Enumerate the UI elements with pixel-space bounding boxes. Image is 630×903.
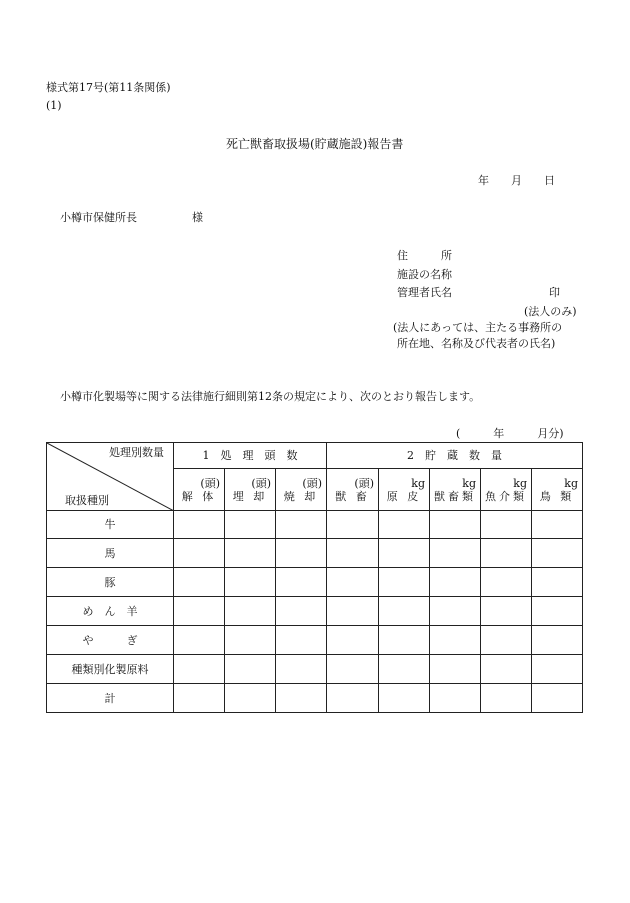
- entry-cell[interactable]: [225, 655, 276, 684]
- entry-cell[interactable]: [430, 626, 481, 655]
- row-label: や ぎ: [47, 626, 174, 655]
- entry-cell[interactable]: [481, 626, 532, 655]
- table-row: [47, 568, 583, 597]
- column-header: [481, 469, 532, 511]
- column-header: [225, 469, 276, 511]
- column-name: 魚介類: [485, 489, 527, 503]
- corner-bottom-label: 取扱種別: [65, 494, 109, 507]
- corporation-only-note: (法人のみ): [524, 305, 577, 318]
- entry-cell[interactable]: [430, 684, 481, 713]
- entry-cell[interactable]: [327, 655, 379, 684]
- entry-cell[interactable]: [225, 511, 276, 539]
- row-label: め ん 羊: [47, 597, 174, 626]
- entry-cell[interactable]: [276, 626, 327, 655]
- corporation-note-line2: 所在地、名称及び代表者の氏名): [397, 337, 556, 350]
- table-row: [47, 539, 583, 568]
- entry-cell[interactable]: [481, 511, 532, 539]
- entry-cell[interactable]: [327, 684, 379, 713]
- corporation-note-line1: (法人にあっては、主たる事務所の: [393, 321, 563, 334]
- column-header: [276, 469, 327, 511]
- entry-cell[interactable]: [276, 597, 327, 626]
- column-unit: (頭): [200, 476, 220, 490]
- group-storage-quantity: 2 貯 蔵 数 量: [327, 443, 583, 469]
- addressee: 小樽市保健所長 様: [60, 211, 203, 224]
- column-unit: kg: [513, 476, 527, 490]
- column-header: [174, 469, 225, 511]
- column-unit: (頭): [251, 476, 271, 490]
- entry-cell[interactable]: [430, 539, 481, 568]
- column-header: [430, 469, 481, 511]
- entry-cell[interactable]: [327, 539, 379, 568]
- entry-cell[interactable]: [174, 626, 225, 655]
- entry-cell[interactable]: [379, 655, 430, 684]
- group-processing-count: 1 処 理 頭 数: [174, 443, 327, 469]
- entry-cell[interactable]: [327, 597, 379, 626]
- entry-cell[interactable]: [174, 684, 225, 713]
- entry-cell[interactable]: [532, 568, 583, 597]
- sub-number: (1): [46, 99, 62, 112]
- column-name: 鳥 類: [539, 489, 575, 503]
- table-row: [47, 511, 583, 539]
- entry-cell[interactable]: [379, 568, 430, 597]
- row-label: 計: [47, 684, 174, 713]
- table-corner-cell: [47, 443, 174, 511]
- entry-cell[interactable]: [430, 655, 481, 684]
- column-name: 原 皮: [386, 489, 422, 503]
- entry-cell[interactable]: [225, 597, 276, 626]
- entry-cell[interactable]: [225, 539, 276, 568]
- address-label: 住 所: [397, 249, 452, 262]
- row-label: 種類別化製原料: [47, 655, 174, 684]
- entry-cell[interactable]: [532, 626, 583, 655]
- row-label: 牛: [47, 511, 174, 539]
- entry-cell[interactable]: [276, 684, 327, 713]
- table-row: [47, 626, 583, 655]
- entry-cell[interactable]: [481, 597, 532, 626]
- column-unit: kg: [564, 476, 578, 490]
- entry-cell[interactable]: [379, 539, 430, 568]
- manager-name-label: 管理者氏名: [397, 286, 452, 299]
- entry-cell[interactable]: [276, 511, 327, 539]
- entry-cell[interactable]: [379, 511, 430, 539]
- table-row: [47, 655, 583, 684]
- form-number: 様式第17号(第11条関係): [46, 81, 171, 94]
- column-unit: kg: [462, 476, 476, 490]
- row-label: 豚: [47, 568, 174, 597]
- entry-cell[interactable]: [174, 511, 225, 539]
- entry-cell[interactable]: [430, 597, 481, 626]
- entry-cell[interactable]: [327, 511, 379, 539]
- column-unit: (頭): [302, 476, 322, 490]
- row-label: 馬: [47, 539, 174, 568]
- report-date: 年 月 日: [478, 174, 555, 187]
- entry-cell[interactable]: [276, 655, 327, 684]
- column-name: 解 体: [181, 489, 217, 503]
- column-name: 獣 畜: [335, 489, 370, 503]
- statement-text: 小樽市化製場等に関する法律施行細則第12条の規定により、次のとおり報告します。: [60, 390, 481, 403]
- entry-cell[interactable]: [225, 684, 276, 713]
- entry-cell[interactable]: [379, 597, 430, 626]
- entry-cell[interactable]: [532, 539, 583, 568]
- column-name: 獣畜類: [434, 489, 476, 503]
- entry-cell[interactable]: [430, 568, 481, 597]
- entry-cell[interactable]: [225, 626, 276, 655]
- entry-cell[interactable]: [430, 511, 481, 539]
- entry-cell[interactable]: [532, 684, 583, 713]
- column-unit: kg: [411, 476, 425, 490]
- table-row-total: [47, 684, 583, 713]
- entry-cell[interactable]: [225, 568, 276, 597]
- entry-cell[interactable]: [174, 539, 225, 568]
- entry-cell[interactable]: [174, 597, 225, 626]
- document-title: 死亡獣畜取扱場(貯蔵施設)報告書: [226, 137, 404, 151]
- entry-cell[interactable]: [481, 539, 532, 568]
- table-header-row-1: [47, 443, 583, 469]
- entry-cell[interactable]: [276, 568, 327, 597]
- entry-cell[interactable]: [174, 655, 225, 684]
- corner-top-label: 処理別数量: [109, 446, 164, 459]
- column-name: 埋 却: [232, 489, 268, 503]
- entry-cell[interactable]: [327, 568, 379, 597]
- facility-name-label: 施設の名称: [397, 268, 452, 281]
- entry-cell[interactable]: [379, 684, 430, 713]
- table-row: [47, 597, 583, 626]
- entry-cell[interactable]: [174, 568, 225, 597]
- entry-cell[interactable]: [532, 597, 583, 626]
- report-table: [46, 442, 583, 713]
- column-unit: (頭): [354, 476, 374, 490]
- entry-cell[interactable]: [327, 626, 379, 655]
- column-header: [379, 469, 430, 511]
- report-period: ( 年 月分): [456, 427, 564, 440]
- entry-cell[interactable]: [276, 539, 327, 568]
- entry-cell[interactable]: [481, 684, 532, 713]
- column-header: [532, 469, 583, 511]
- entry-cell[interactable]: [481, 568, 532, 597]
- entry-cell[interactable]: [532, 655, 583, 684]
- column-name: 焼 却: [283, 489, 319, 503]
- seal-mark: 印: [549, 286, 560, 299]
- entry-cell[interactable]: [379, 626, 430, 655]
- entry-cell[interactable]: [481, 655, 532, 684]
- column-header: [327, 469, 379, 511]
- entry-cell[interactable]: [532, 511, 583, 539]
